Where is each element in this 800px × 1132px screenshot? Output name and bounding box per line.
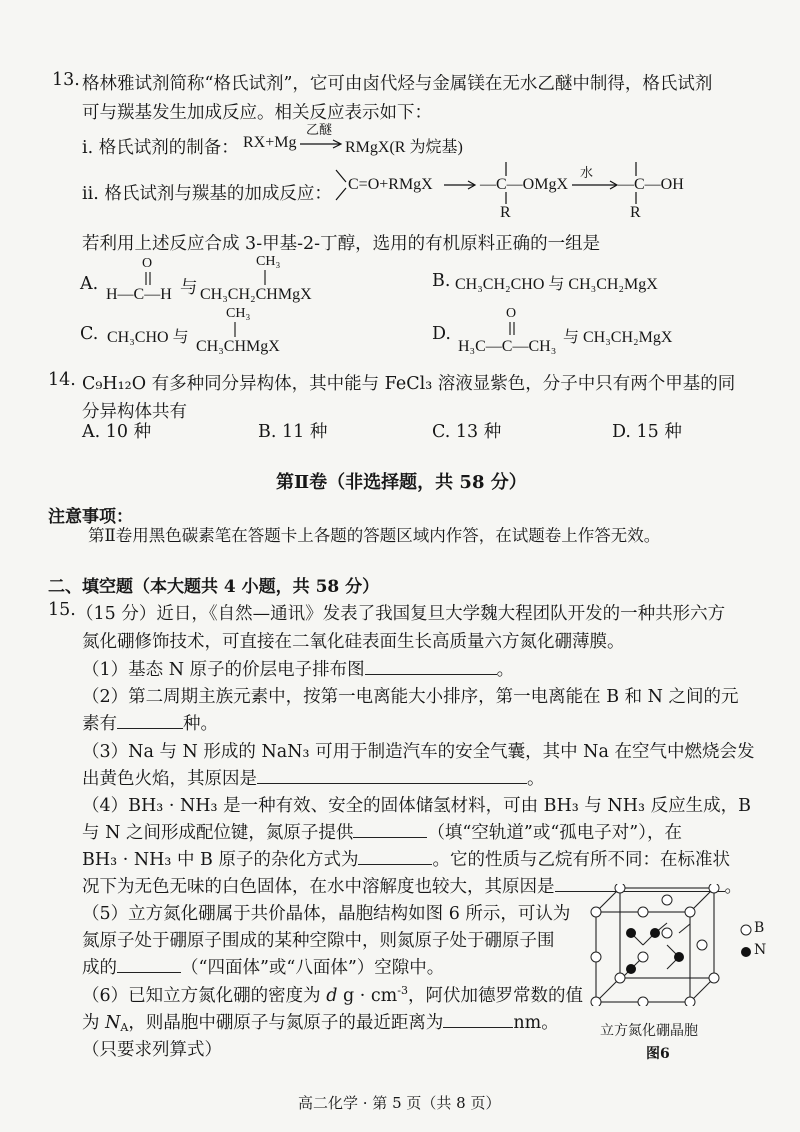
q15-part3-text: 出黄色火焰，其原因是: [82, 769, 257, 789]
q13-stem-line2: 可与羰基发生加成反应。相关反应表示如下：: [82, 103, 432, 123]
q13-reaction1-left: RX+Mg: [243, 134, 297, 151]
q13-option-d-acetone: H₃C—C—CH₃: [458, 338, 557, 355]
q15-part1-text: （1）基态 N 原子的价层电子排布图: [82, 660, 365, 680]
q13-option-d-label: D.: [432, 324, 451, 344]
q14-number: 14.: [48, 370, 76, 390]
figure-label: 图6: [646, 1046, 670, 1062]
q15-part1-answer-blank[interactable]: [365, 657, 497, 676]
q13-option-a-formaldehyde: H—C—H: [106, 286, 172, 303]
q13-reaction1-condition: 乙醚: [306, 123, 333, 138]
reaction-arrow-icon: [300, 138, 344, 150]
q15-part4-text3: BH₃ · NH₃ 中 B 原子的杂化方式为: [82, 850, 359, 870]
q13-reaction2-condition: 水: [580, 166, 594, 181]
q13-question: 若利用上述反应合成 3-甲基-2-丁醇，选用的有机原料正确的一组是: [82, 234, 601, 254]
density-symbol: d: [326, 986, 338, 1006]
q13-option-c-methyl: CH₃: [226, 306, 251, 321]
boron-legend-icon: [740, 924, 752, 936]
nitrogen-legend-icon: [740, 946, 752, 958]
q13-product-r-group: R: [630, 204, 641, 221]
double-bond-icon: [507, 322, 519, 336]
q14-stem-line2: 分异构体共有: [82, 402, 187, 422]
q13-option-d-oxygen: O: [506, 306, 517, 321]
q15-part4-text5: 况下为无色无味的白色固体，在水中溶解度也较大，其原因是: [82, 877, 555, 897]
q15-part4-text4: 。它的性质与乙烷有所不同：在标准状: [432, 850, 730, 870]
q15-number: 15.: [48, 600, 76, 620]
q13-reaction2-intermediate: —C—OMgX: [480, 176, 569, 193]
single-bond-icon: [232, 322, 238, 338]
q15-part5-line1: （5）立方氮化硼属于共价晶体，晶胞结构如图 6 所示，可认为: [82, 904, 571, 924]
q13-option-a-oxygen: O: [142, 256, 153, 271]
q15-part2-text: 素有: [82, 714, 117, 734]
q13-reaction2-product: —C—OH: [618, 176, 684, 193]
q13-reaction1-label: i. 格氏试剂的制备：: [82, 138, 239, 158]
q15-part5-end: （“四面体”或“八面体”）空隙中。: [181, 958, 445, 978]
legend-n-label: N: [754, 942, 767, 958]
single-bond-icon: [262, 270, 268, 286]
q13-reaction2-r-group: R: [500, 204, 511, 221]
q15-part4-line3: [82, 846, 730, 871]
section-title: 二、填空题（本大题共 4 小题，共 58 分）: [48, 577, 380, 597]
q15-part6-line2: [82, 1009, 559, 1034]
avogadro-subscript: A: [120, 1021, 129, 1034]
notice-title: 注意事项：: [48, 507, 133, 527]
q15-intro-line1: （15 分）近日，《自然—通讯》发表了我国复旦大学魏大程团队开发的一种共形六方: [76, 604, 726, 624]
figure-caption: 立方氮化硼晶胞: [600, 1023, 698, 1039]
avogadro-symbol: N: [105, 1013, 121, 1033]
q15-part4-text1: 与 N 之间形成配位键，氮原子提供: [82, 823, 354, 843]
q15-part2-answer-blank[interactable]: [117, 711, 183, 730]
q15-part4-line2: [82, 819, 682, 844]
q13-option-c-grignard: CH₃CHMgX: [196, 338, 280, 355]
q14-option-d: D. 15 种: [612, 422, 682, 442]
q15-part2-line2: [82, 710, 218, 735]
q15-part6-line3: （只要求列算式）: [82, 1040, 222, 1060]
density-unit: g · cm: [337, 986, 398, 1006]
q15-part1-end: 。: [496, 660, 515, 680]
q13-option-a-grignard: CH₃CH₂CHMgX: [200, 286, 312, 303]
q13-option-c-text: CH₃CHO 与: [107, 329, 189, 346]
notice-body: 第Ⅱ卷用黑色碳素笔在答题卡上各题的答题区域内作答，在试题卷上作答无效。: [88, 526, 661, 545]
q15-part4-text2: （填“空轨道”或“孤电子对”），在: [427, 823, 682, 843]
q13-option-a-methyl: CH₃: [256, 254, 281, 269]
q15-part6-text1: （6）已知立方氮化硼的密度为: [82, 986, 327, 1006]
q13-option-c-label: C.: [80, 324, 99, 344]
q15-part4-answer-blank-2[interactable]: [358, 847, 432, 866]
q13-option-a-label: A.: [80, 274, 99, 294]
q15-intro-line2: 氮化硼修饰技术，可直接在二氧化硅表面生长高质量六方氮化硼薄膜。: [82, 632, 625, 652]
q14-stem-line1: C₉H₁₂O 有多种同分异构体，其中能与 FeCl₃ 溶液显紫色，分子中只有两个甲基的同: [82, 374, 736, 394]
q15-part4-line1: （4）BH₃ · NH₃ 是一种有效、安全的固体储氢材料，可由 BH₃ 与 NH₃ 反应生成，B: [82, 796, 751, 816]
q14-option-c: C. 13 种: [432, 422, 502, 442]
q15-part6-text2: ，阿伏加德罗常数的值: [407, 986, 583, 1006]
q13-number: 13.: [52, 70, 80, 90]
q15-part2-end: 种。: [183, 714, 218, 734]
q13-reaction2-reagent: C=O+RMgX: [348, 176, 433, 193]
q15-part5-line3: [82, 954, 444, 979]
part2-title: 第Ⅱ卷（非选择题，共 58 分）: [276, 472, 527, 493]
q15-part3-line2: [82, 765, 545, 790]
q13-stem-line1: 格林雅试剂简称“格氏试剂”，它可由卤代烃与金属镁在无水乙醚中制得，格氏试剂: [82, 74, 713, 94]
page-footer: 高二化学 · 第 5 页（共 8 页）: [298, 1094, 501, 1112]
q13-reaction1-right: RMgX(R 为烷基): [345, 139, 463, 156]
q15-part3-answer-blank[interactable]: [257, 766, 527, 785]
q15-part6-answer-blank[interactable]: [443, 1010, 513, 1029]
double-bond-icon: [143, 272, 155, 286]
q13-reaction2-label: ii. 格氏试剂与羰基的加成反应：: [82, 184, 332, 204]
q14-option-b: B. 11 种: [258, 422, 328, 442]
q15-part3-end: 。: [527, 769, 545, 789]
legend-b-label: B: [754, 920, 765, 936]
q15-part3-line1: （3）Na 与 N 形成的 NaN₃ 可用于制造汽车的安全气囊，其中 Na 在空气中燃烧会发: [82, 742, 755, 762]
q15-part5-answer-blank[interactable]: [117, 955, 181, 974]
q13-option-b-text: CH₃CH₂CHO 与 CH₃CH₂MgX: [455, 276, 658, 293]
q15-part4-end: 。: [724, 877, 742, 897]
q15-part6-line1: [82, 982, 583, 1007]
q15-part4-answer-blank-1[interactable]: [353, 820, 427, 839]
q13-option-d-with: 与 CH₃CH₂MgX: [563, 329, 673, 346]
q15-part6-unit: nm。: [513, 1013, 559, 1033]
q15-part5-text: 成的: [82, 958, 117, 978]
cubic-bn-unit-cell-figure: [590, 884, 730, 1006]
q15-part6-text3: 为: [82, 1013, 106, 1033]
q15-part2-line1: （2）第二周期主族元素中，按第一电离能大小排序，第一电离能在 B 和 N 之间的元: [82, 687, 739, 707]
q14-option-a: A. 10 种: [82, 422, 152, 442]
q15-part5-line2: 氮原子处于硼原子围成的某种空隙中，则氮原子处于硼原子围: [82, 931, 555, 951]
q15-part6-text4: ，则晶胞中硼原子与氮原子的最近距离为: [128, 1013, 444, 1033]
q13-option-b-label: B.: [432, 271, 451, 291]
density-unit-exponent: -3: [397, 984, 408, 997]
q13-option-a-with: 与: [180, 278, 198, 298]
q15-part1: [82, 656, 514, 681]
